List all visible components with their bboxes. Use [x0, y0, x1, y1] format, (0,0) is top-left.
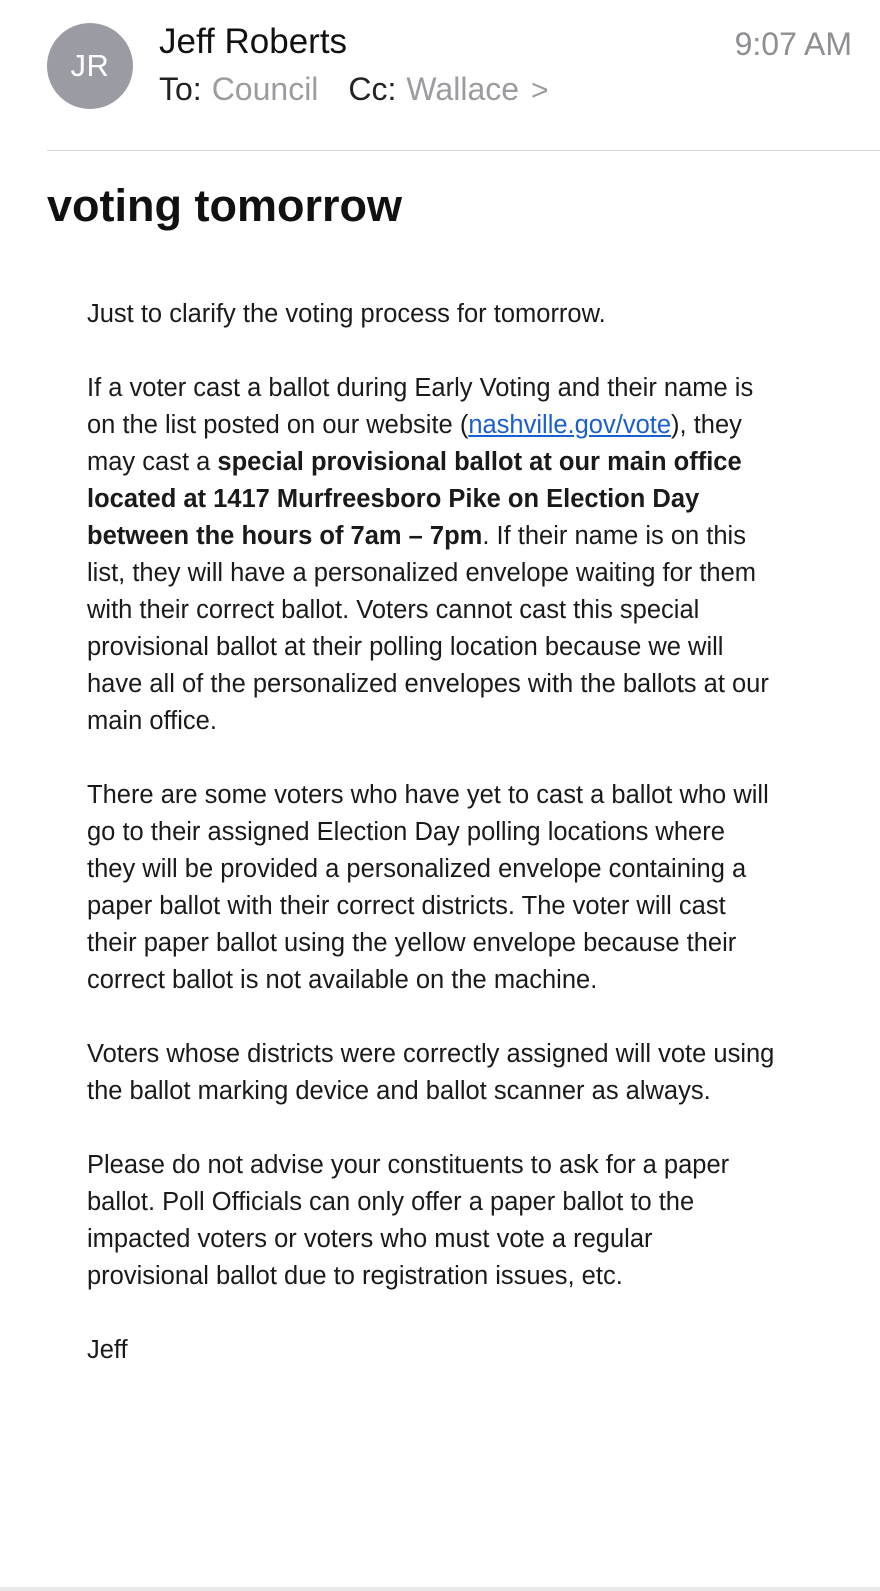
bold-instructions: special provisional ballot at our main office located at 1417 Murfreesboro Pike on Election Day between the hours of 7am – 7pm	[87, 448, 742, 550]
to-label: To:	[159, 71, 202, 107]
sender-avatar[interactable]	[47, 23, 133, 109]
body-paragraph: Please do not advise your constituents to ask for a paper ballot. Poll Officials can only offer a paper ballot to the impacted voters or voters who must vote a regular provisional ballot due to registration issues, etc.	[87, 1151, 730, 1290]
bottom-edge	[0, 1587, 880, 1591]
header-divider	[47, 150, 880, 151]
cc-label: Cc:	[348, 71, 397, 107]
body-paragraph: Voters whose districts were correctly assigned will vote using the ballot marking device and ballot scanner as always.	[87, 1040, 775, 1105]
cc-recipient[interactable]: Wallace	[406, 71, 520, 107]
recipients-row[interactable]	[159, 71, 549, 108]
email-subject: voting tomorrow	[47, 180, 402, 231]
body-paragraph: There are some voters who have yet to cast a ballot who will go to their assigned Election Day polling locations where they will be provided a personalized envelope containing a paper ballot with their correct districts. The voter will cast their paper ballot using the yellow envelope because their correct ballot is not available on the machine.	[87, 781, 769, 994]
message-time: 9:07 AM	[734, 26, 852, 62]
sender-name[interactable]: Jeff Roberts	[159, 22, 348, 61]
body-paragraph: If a voter cast a ballot during Early Voting and their name is on the list posted on our website (nashville.gov/vote), they may cast a special provisional ballot at our main office located at 1417 Murfreesboro Pike on Election Day between the hours of 7am – 7pm. If their name is on this list, they will have a personalized envelope waiting for them with their correct ballot. Voters cannot cast this special provisional ballot at their polling location because we will have all of the personalized envelopes with the ballots at our main office.	[87, 374, 769, 735]
signature: Jeff	[87, 1336, 128, 1364]
email-header	[0, 0, 880, 152]
to-recipient[interactable]: Council	[211, 71, 319, 107]
avatar-initials: JR	[70, 48, 110, 83]
chevron-right-icon[interactable]: >	[531, 74, 549, 107]
website-link[interactable]: nashville.gov/vote	[468, 411, 672, 439]
body-paragraph: Just to clarify the voting process for tomorrow.	[87, 300, 606, 328]
email-body	[87, 296, 777, 1406]
